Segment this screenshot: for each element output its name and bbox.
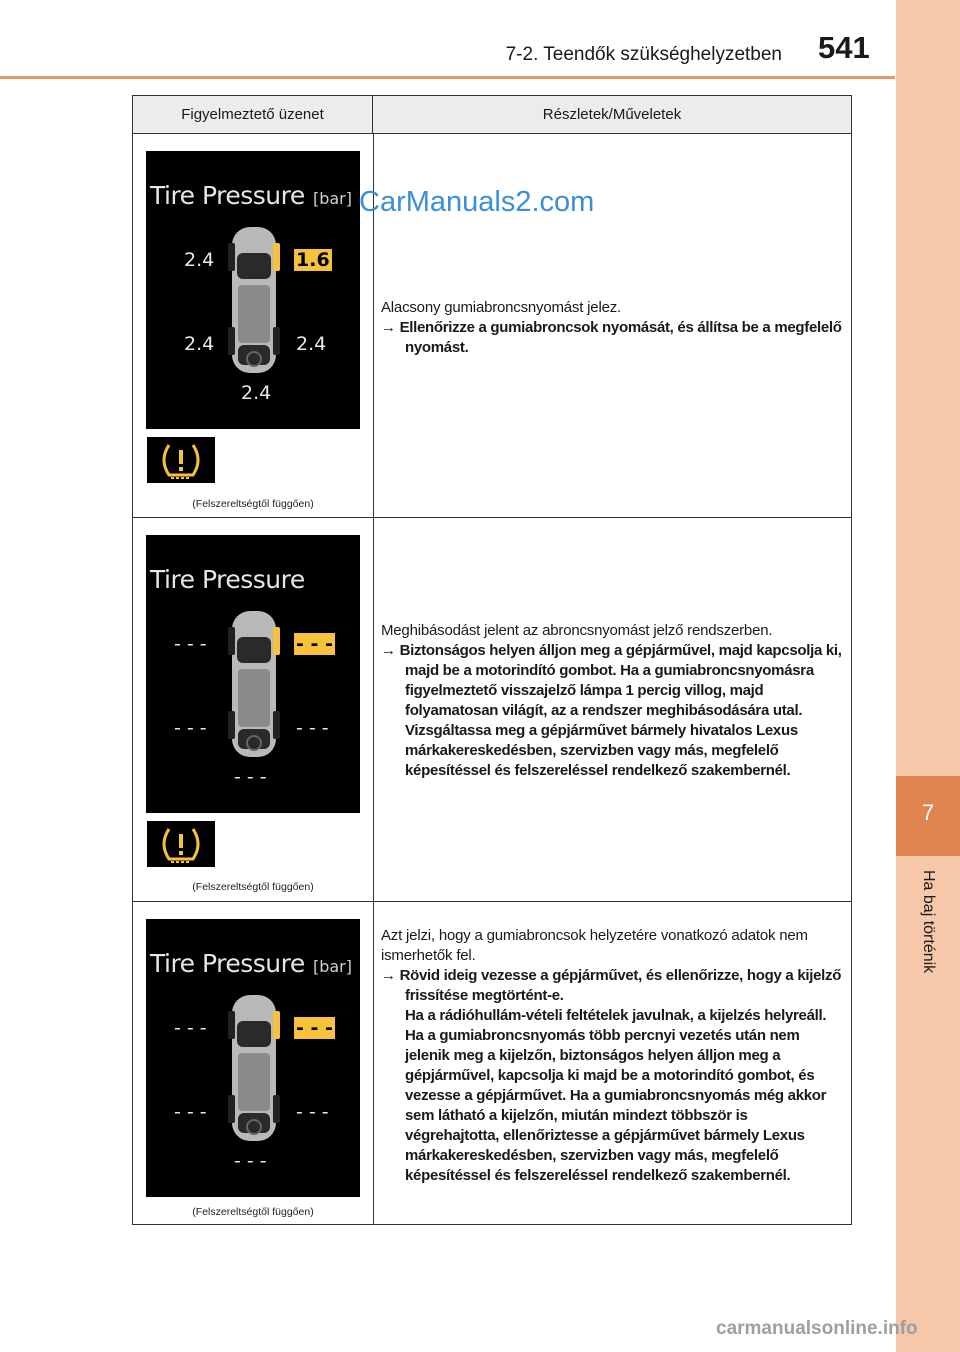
equipment-note: (Felszereltségtől függően) — [192, 881, 314, 893]
tire-pressure-warning-light — [147, 437, 215, 483]
screen-unit: [bar] — [312, 957, 352, 976]
warning-meaning: Meghibásodást jelent az abroncsnyomást jelző rendszerben. — [381, 622, 773, 639]
action-instruction: → Biztonságos helyen álljon meg a gépjárművel, majd kapcsolja ki, majd be a motorindító gombot. Ha a gumiabroncsnyomásra figyelmeztető visszajelző lámpa 1 percig villog, majd folyamatosan világít, az a rendszer meghibásodására utal. Vizsgáltassa meg a gépjárművet bármely hivatalos Lexus márkakereskedésben, szervizben vagy más, megfelelő képesítéssel és felszereléssel rendelkező szakembernél. — [381, 642, 842, 779]
row-divider — [133, 517, 851, 518]
tire-pressure-display — [146, 535, 360, 813]
chapter-label: Ha baj történik — [920, 870, 937, 974]
chapter-tab — [896, 0, 960, 1352]
tire-rear-left-value: - - - — [174, 717, 207, 739]
equipment-note: (Felszereltségtől függően) — [192, 1206, 314, 1218]
warning-meaning: Alacsony gumiabroncsnyomást jelez. — [381, 299, 621, 316]
car-top-view-icon — [228, 225, 280, 375]
tire-rear-right-value: - - - — [296, 717, 329, 739]
tire-front-right-value: - - - — [296, 633, 333, 655]
action-instruction: → Ellenőrizze a gumiabroncsok nyomását, és állítsa be a megfelelő nyomást. — [381, 319, 842, 356]
tire-warning-icon — [147, 821, 215, 867]
tire-pressure-display — [146, 919, 360, 1197]
warning-table — [132, 95, 852, 1225]
col-header-message: Figyelmeztető üzenet — [133, 96, 373, 134]
tire-spare-value: - - - — [234, 766, 267, 788]
chapter-number: 7 — [896, 776, 960, 856]
screen-title: Tire Pressure — [150, 949, 305, 978]
row-divider — [133, 901, 851, 902]
tire-warning-icon — [147, 437, 215, 483]
tire-front-right-value: - - - — [296, 1017, 333, 1039]
warning-meaning: Azt jelzi, hogy a gumiabroncsok helyzetére vonatkozó adatok nem ismerhetők fel. — [381, 927, 808, 964]
tire-front-left-value: - - - — [174, 1017, 207, 1039]
column-divider — [373, 134, 374, 1224]
tire-rear-right-value: 2.4 — [296, 333, 327, 355]
tire-pressure-warning-light — [147, 821, 215, 867]
page-number: 541 — [818, 30, 870, 65]
action-instruction-continued: Ha a rádióhullám-vételi feltételek javulnak, a kijelzés helyreáll. Ha a gumiabroncsnyomás több percnyi vezetés után nem jelenik meg a kijelzőn, biztonságos helyen álljon meg a gépjárművel, kapcsolja ki majd be a motorindító gombot, és vezesse a gépjárművet. Ha a gumiabroncsnyomás még akkor sem látható a kijelzőn, miután mindezt többször is végrehajtotta, ellenőriztesse a gépjárművet bármely Lexus márkakereskedésben, szervizben vagy más, megfelelő képesítéssel és felszereléssel rendelkező szakembernél. — [405, 1007, 827, 1184]
tire-pressure-display — [146, 151, 360, 429]
header-rule — [0, 76, 895, 79]
tire-front-right-value: 1.6 — [296, 249, 330, 271]
screen-unit: [bar] — [312, 189, 352, 208]
car-top-view-icon — [228, 609, 280, 759]
footer-watermark: carmanualsonline.info — [716, 1318, 918, 1339]
tire-rear-left-value: - - - — [174, 1101, 207, 1123]
details-text — [381, 621, 843, 781]
tire-rear-left-value: 2.4 — [184, 333, 215, 355]
action-instruction: → Rövid ideig vezesse a gépjárművet, és ellenőrizze, hogy a kijelző frissítése megtörtént-e. — [381, 967, 842, 1004]
tire-front-left-value: - - - — [174, 633, 207, 655]
screen-title: Tire Pressure — [150, 565, 305, 594]
watermark: CarManuals2.com — [359, 186, 595, 218]
car-top-view-icon — [228, 993, 280, 1143]
section-title: 7-2. Teendők szükséghelyzetben — [505, 44, 782, 65]
equipment-note: (Felszereltségtől függően) — [192, 498, 314, 510]
tire-rear-right-value: - - - — [296, 1101, 329, 1123]
screen-title: Tire Pressure — [150, 181, 305, 210]
col-header-details: Részletek/Műveletek — [373, 96, 851, 134]
details-text — [381, 926, 843, 1186]
tire-spare-value: 2.4 — [241, 382, 272, 404]
tire-front-left-value: 2.4 — [184, 249, 215, 271]
details-text — [381, 298, 843, 358]
tire-spare-value: - - - — [234, 1150, 267, 1172]
